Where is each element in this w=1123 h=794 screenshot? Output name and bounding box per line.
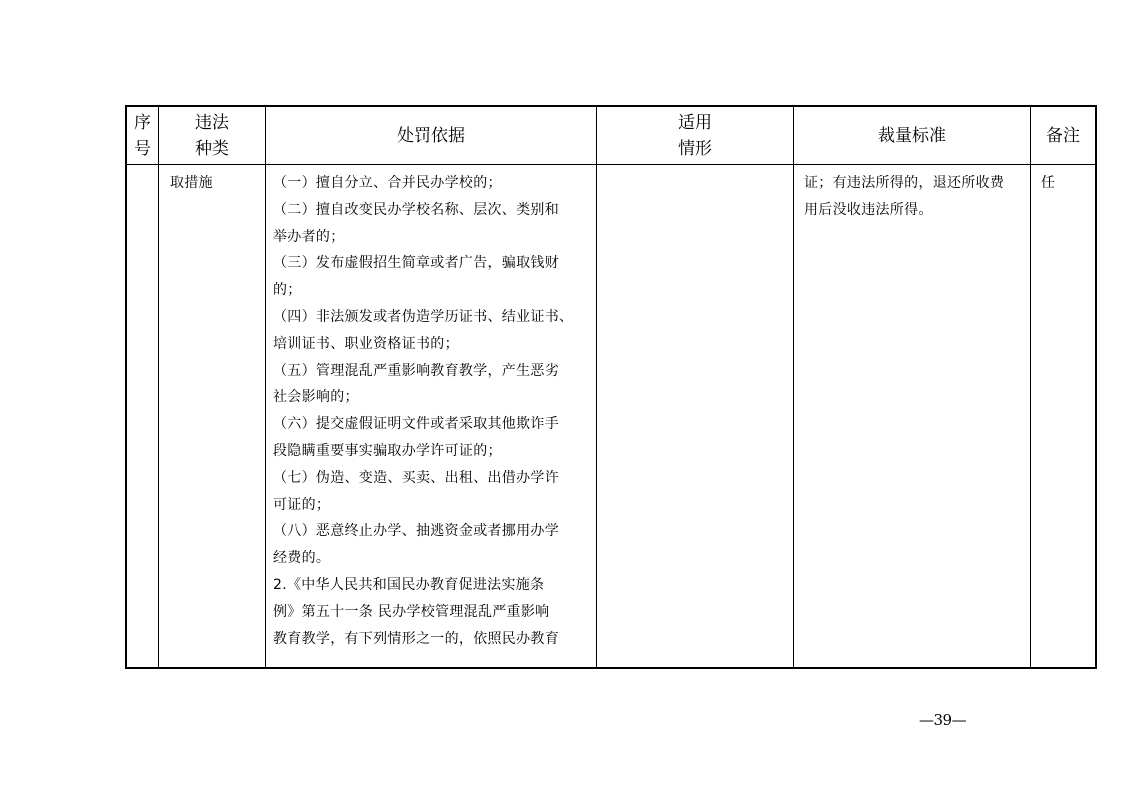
header-penalty-basis xyxy=(266,107,596,164)
cell-standard xyxy=(804,170,1004,224)
header-standard-label: 裁量标准 xyxy=(878,125,946,146)
header-seq-line1: 序 xyxy=(134,112,151,133)
cell-penalty-basis xyxy=(273,170,573,652)
penalty-basis-line: （四）非法颁发或者伪造学历证书、结业证书、 xyxy=(273,308,574,325)
standard-line: 用后没收违法所得。 xyxy=(804,201,933,218)
header-remarks xyxy=(1031,107,1095,164)
penalty-table xyxy=(125,105,1097,669)
remarks-text: 任 xyxy=(1041,175,1056,191)
header-seq xyxy=(127,107,158,164)
penalty-basis-line: 可证的； xyxy=(273,496,331,513)
column-divider xyxy=(596,107,597,667)
penalty-basis-line: （七）伪造、变造、买卖、出租、出借办学许 xyxy=(273,469,559,486)
header-violation-type-line2: 种类 xyxy=(195,138,229,159)
penalty-basis-line: 段隐瞒重要事实骗取办学许可证的； xyxy=(273,442,502,459)
header-divider xyxy=(127,164,1095,165)
penalty-basis-line: 社会影响的； xyxy=(273,389,359,406)
penalty-basis-line: （三）发布虚假招生简章或者广告，骗取钱财 xyxy=(273,255,559,272)
header-remarks-label: 备注 xyxy=(1046,125,1080,146)
header-violation-type-line1: 违法 xyxy=(195,112,229,133)
penalty-basis-line: 教育教学，有下列情形之一的，依照民办教育 xyxy=(273,630,559,647)
penalty-basis-line: 培训证书、职业资格证书的； xyxy=(273,335,459,352)
penalty-basis-line: （六）提交虚假证明文件或者采取其他欺诈手 xyxy=(273,416,559,433)
page-number: —39— xyxy=(919,711,967,729)
header-standard xyxy=(794,107,1030,164)
penalty-basis-line: 经费的。 xyxy=(273,550,331,567)
penalty-basis-line: 的； xyxy=(273,282,302,299)
penalty-basis-line: （二）擅自改变民办学校名称、层次、类别和 xyxy=(273,201,559,218)
penalty-basis-line: （八）恶意终止办学、抽逃资金或者挪用办学 xyxy=(273,523,559,540)
column-divider xyxy=(1030,107,1031,667)
header-violation-type xyxy=(159,107,265,164)
violation-type-text: 取措施 xyxy=(170,175,213,191)
header-penalty-basis-label: 处罚依据 xyxy=(397,125,465,146)
header-applicable xyxy=(597,107,793,164)
column-divider xyxy=(158,107,159,667)
penalty-basis-line: 例》第五十一条 民办学校管理混乱严重影响 xyxy=(273,603,550,620)
penalty-basis-line: 举办者的； xyxy=(273,228,345,245)
header-seq-line2: 号 xyxy=(134,138,151,159)
penalty-basis-line: （五）管理混乱严重影响教育教学，产生恶劣 xyxy=(273,362,559,379)
standard-line: 证；有违法所得的，退还所收费 xyxy=(804,175,1005,191)
cell-violation-type xyxy=(170,170,213,197)
cell-remarks xyxy=(1041,170,1055,197)
penalty-basis-line: （一）擅自分立、合并民办学校的； xyxy=(273,175,502,191)
penalty-basis-line: 2.《中华人民共和国民办教育促进法实施条 xyxy=(273,576,545,593)
column-divider xyxy=(265,107,266,667)
header-applicable-line2: 情形 xyxy=(678,138,712,159)
column-divider xyxy=(793,107,794,667)
header-applicable-line1: 适用 xyxy=(678,112,712,133)
